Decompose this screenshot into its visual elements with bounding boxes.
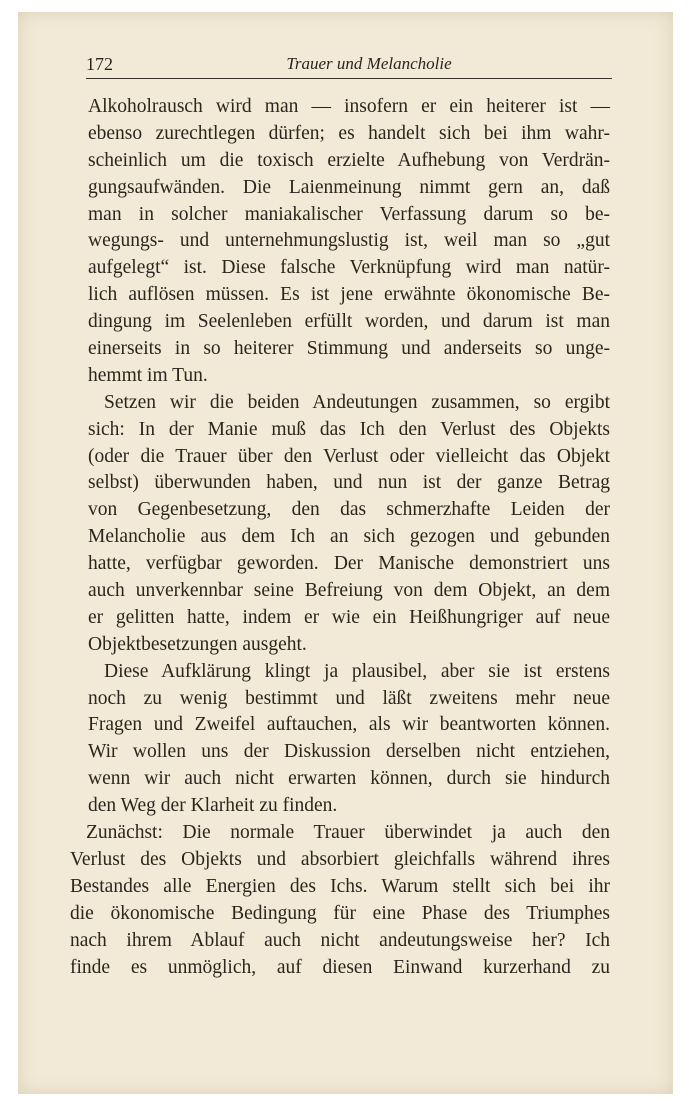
text-line: Setzen wir die beiden Andeutungen zusammen, so ergibt	[104, 391, 610, 413]
text-line: auch unverkennbar seine Befreiung von dem Objekt, an dem	[88, 580, 610, 602]
text-line: wenn wir auch nicht erwarten können, durch sie hindurch	[88, 768, 610, 790]
text-line: nach ihrem Ablauf auch nicht andeutungsweise her? Ich	[70, 929, 610, 951]
text-line: Zunächst: Die normale Trauer überwindet ja auch den	[86, 822, 610, 844]
text-line: gungsaufwänden. Die Laienmeinung nimmt gern an, daß	[88, 176, 610, 198]
text-line: er gelitten hatte, indem er wie ein Heißhungriger auf neue	[88, 606, 610, 628]
text-line: scheinlich um die toxisch erzielte Aufhebung von Verdrän-	[88, 149, 610, 171]
text-line: Objektbesetzungen ausgeht.	[88, 633, 307, 655]
text-line: hemmt im Tun.	[88, 364, 208, 386]
text-line: Wir wollen uns der Diskussion derselben nicht entziehen,	[88, 741, 610, 763]
text-line: noch zu wenig bestimmt und läßt zweitens mehr neue	[88, 687, 610, 709]
page-number: 172	[86, 54, 113, 74]
text-line: die ökonomische Bedingung für eine Phase des Triumphes	[70, 902, 610, 924]
body-text	[70, 94, 610, 981]
text-line: ebenso zurechtlegen dürfen; es handelt sich bei ihm wahr-	[88, 122, 610, 144]
text-line: Diese Aufklärung klingt ja plausibel, aber sie ist erstens	[104, 660, 610, 682]
text-line: von Gegenbesetzung, den das schmerzhafte Leiden der	[88, 499, 610, 521]
text-line: Alkoholrausch wird man — insofern er ein heiterer ist —	[88, 96, 610, 117]
text-line: selbst) überwunden haben, und nun ist der ganze Betrag	[88, 472, 610, 494]
text-line: lich auflösen müssen. Es ist jene erwähnte ökonomische Be-	[88, 284, 610, 306]
text-line: sich: In der Manie muß das Ich den Verlust des Objekts	[88, 418, 610, 440]
text-line: Bestandes alle Energien des Ichs. Warum stellt sich bei ihr	[70, 875, 610, 897]
text-line: den Weg der Klarheit zu finden.	[88, 795, 338, 817]
running-title: Trauer und Melancholie	[286, 54, 452, 73]
text-line: dingung im Seelenleben erfüllt worden, und darum ist man	[88, 311, 610, 333]
text-line: Verlust des Objekts und absorbiert gleichfalls während ihres	[70, 848, 610, 870]
text-line: hatte, verfügbar geworden. Der Manische demonstriert uns	[88, 553, 610, 575]
page-header	[86, 52, 612, 79]
text-line: wegungs- und unternehmungslustig ist, weil man so „gut	[88, 230, 610, 252]
text-line: einerseits in so heiterer Stimmung und anderseits so unge-	[88, 338, 610, 360]
text-line: Fragen und Zweifel auftauchen, als wir beantworten können.	[88, 714, 610, 736]
text-line: Melancholie aus dem Ich an sich gezogen und gebunden	[88, 526, 610, 548]
text-line: man in solcher maniakalischer Verfassung darum so be-	[88, 203, 610, 225]
text-line: (oder die Trauer über den Verlust oder vielleicht das Objekt	[88, 445, 610, 467]
text-line: finde es unmöglich, auf diesen Einwand kurzerhand zu	[70, 956, 610, 978]
text-line: aufgelegt“ ist. Diese falsche Verknüpfung wird man natür-	[88, 257, 610, 279]
